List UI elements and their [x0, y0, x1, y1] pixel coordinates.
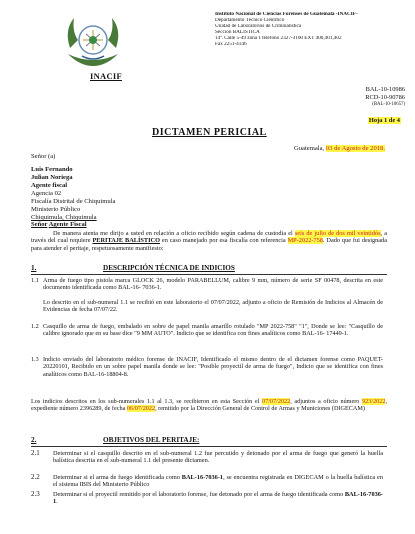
- date-value: 03 de Agosto de 2018.: [325, 145, 385, 152]
- recipient-role: Agente fiscal: [31, 182, 68, 189]
- objective-item: 2.3 Determinar si el proyectil remitido por el laboratorio forense, fue detonado por el arma de fuego identificada como BAL-16-7036-1.: [31, 490, 383, 506]
- ref-code-small: (BAL-10-10657): [372, 102, 405, 107]
- intro-paragraph: De manera atenta me dirijo a usted en relación a oficio recibido según cadena de custodia el seis de julio de dos mil veintidós, a través del cual requiere PERITAJE BALÍSTICO en caso manejado por esa fiscalía con referencia MP-2022-758. Dado que fui designada para atender el peritaje, respetuosamente manifiesto:: [31, 230, 387, 252]
- ref-code: RCD-10-90786: [365, 94, 405, 101]
- institution-line: 14ª. Calle 5-49 zona 1 teléfono 2327-3100 EXT 400,401,402: [215, 35, 342, 41]
- objective-item: 2.2 Determinar si el arma de fuego identificada como BAL-16-7036-1, se encuentra registrada en DIGECAM o la huella balística en el sistema IBIS del Ministerio Público: [31, 473, 383, 489]
- coat-of-arms-logo: [60, 10, 126, 72]
- greeting-title: Agente Fiscal: [48, 221, 87, 228]
- document-title: DICTAMEN PERICIAL: [152, 127, 267, 138]
- ref-code: BAL-10-10986: [365, 86, 405, 93]
- address-line: Fiscalía Distrital de Chiquimula: [31, 198, 116, 205]
- highlight-reference: MP-2022-758: [287, 237, 323, 245]
- address-line: Agencia 02: [31, 190, 62, 197]
- peritaje-label: PERITAJE BALÍSTICO: [92, 237, 161, 245]
- highlight-date: 07/07/2022: [262, 398, 291, 405]
- highlight-oficio: 923/2022: [362, 398, 386, 405]
- highlight-date: 06/07/2022: [126, 405, 156, 413]
- section-divider: [31, 446, 387, 447]
- salutation: Señor (a): [31, 153, 56, 160]
- objective-item: 2.1 Determinar si el casquillo descrito en el sub-numeral 1.2 fue percutido y detonado por el arma de fuego que generó la huella balística descrita en el sub-numeral 1.1 del presente dictamen.: [31, 449, 383, 465]
- recipient-name: Luis Fernando: [31, 166, 73, 173]
- page-number-label: Hoja 1 de 4: [368, 117, 400, 124]
- list-item: 1.1 Arma de fuego tipo pistola marca GLOCK 26, modelo PARABELLUM, calibre 9 mm, número de serie SF 00478, descrita en este documento identificada como BAL-16- 7036-1.: [31, 277, 383, 292]
- address-line: Ministerio Público: [31, 206, 81, 213]
- list-item: 1.2 Casquillo de arma de fuego, embalado en sobre de papel manila amarillo rotulado "MP 2022-758" "1", Donde se lee: "Casquillo de calibre ignorado que en su base dice "9 MM AUTO". Indicio que se identifica con fines analíticos como BAL-16- 17449-1.: [31, 323, 383, 338]
- address-block: [31, 153, 115, 222]
- address-line: Chiquimula, Chiquimula: [31, 214, 97, 221]
- reference-codes: [365, 86, 405, 108]
- institution-line: Sección BALÍSTICA: [215, 29, 260, 35]
- list-item: Lo descrito en el sub-numeral 1.1 se recibió en este laboratorio el 07/07/2022, adjunto a oficio de Remisión de Indicios al Almacén de Evidencias de fecha 07/07/22.: [43, 299, 383, 314]
- institution-line: Departamento Técnico Científico: [215, 17, 285, 23]
- greeting-prefix: Señor: [31, 221, 48, 228]
- section-heading-1: 1. DESCRIPCIÓN TÉCNICA DE INDICIOS: [31, 264, 235, 272]
- section-divider: [31, 274, 387, 275]
- section-heading-2: 2. OBJETIVOS DEL PERITAJE:: [31, 436, 200, 444]
- list-item: 1.3 Indicio enviado del laboratorio médico forense de INACIF, Identificado el mismo dentro de el dictamen forense como PAQUET-20220101, Recibido en un sobre papel manila donde se lee: "Posible proyectil de arma de fuego", Indicio que se identifica con fines analíticos como BAL-16-18804-8.: [31, 356, 383, 378]
- date-city: Guatemala,: [293, 145, 325, 152]
- greeting: [31, 221, 87, 228]
- institution-line: Unidad de Laboratorios de Criminalística: [215, 23, 302, 29]
- institution-line: Fax 2251-4146: [215, 41, 247, 47]
- logo-label: INACIF: [90, 71, 123, 81]
- institution-block: [215, 12, 410, 47]
- institution-line: Instituto Nacional de Ciencias Forenses de Guatemala -INACIF-: [215, 12, 358, 17]
- highlight-date: seis de julio de dos mil veintidós: [294, 230, 381, 237]
- date-line: [294, 145, 385, 152]
- received-paragraph: Los indicios descritos en los sub-numerales 1.1 al 1.3, se recibieron en esta Sección el 07/07/2022, adjuntos a oficio número 923/2022, expediente número 2396289, de fecha 06/07/2022, remitido por la Dirección General de Control de Armas y Municiones (DIGECAM): [31, 398, 387, 413]
- recipient-surname: Julian Noriega: [31, 174, 73, 181]
